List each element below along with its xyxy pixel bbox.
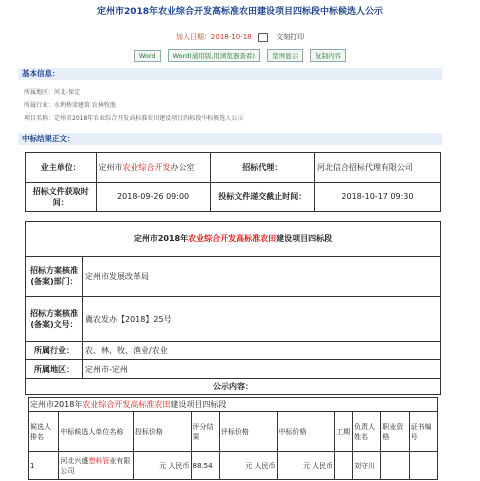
- agent-value: 河北信合招标代理有限公司: [314, 153, 440, 183]
- header-qualification: 职业资格: [381, 412, 409, 452]
- owner-label: 业主单位：: [26, 153, 97, 183]
- cell-qualification: [381, 452, 409, 480]
- publicity-label: 公示内容：: [26, 378, 441, 394]
- cell-win-price: 元 人民币: [277, 452, 335, 480]
- header-person: 负责人姓名: [353, 412, 381, 452]
- get-time-label: 招标文件获取时间：: [26, 182, 97, 212]
- header-rank: 候选人排名: [29, 412, 59, 452]
- word-browser-button[interactable]: Word(通用版,用浏览器查看): [168, 49, 260, 62]
- meta-bar: [0, 32, 480, 42]
- wide-display-button[interactable]: 宽屏显示: [267, 49, 303, 62]
- body-heading: 中标结果正文：: [18, 133, 442, 145]
- page-title: 定州市2018年农业综合开发高标准农田建设项目四标段中标候选人公示: [96, 7, 384, 17]
- region-label: 所属地区：: [26, 360, 83, 378]
- project-title: 定州市2018年农业综合开发高标准农田建设项目四标段: [26, 222, 441, 257]
- industry-value: 农、林、牧、渔业/农业: [83, 342, 441, 360]
- copy-content-button[interactable]: 复制内容: [310, 49, 346, 62]
- cell-company: 河北兴盛塑料管业有限公司: [59, 452, 133, 480]
- header-bid-price: 投标价格: [133, 412, 191, 452]
- agent-label: 招标代理：: [210, 153, 314, 183]
- header-certificate: 证书编号: [409, 412, 437, 452]
- cell-eval-price: 元 人民币: [219, 452, 277, 480]
- header-eval-price: 评标价格: [219, 412, 277, 452]
- summary-table: [25, 152, 441, 212]
- button-bar: [0, 43, 480, 62]
- approval-doc-label: 招标方案核准(备案)文号：: [26, 297, 83, 342]
- approval-doc-value: 冀农发办【2018】25号: [83, 297, 441, 342]
- table-row: [29, 452, 438, 480]
- cell-rank: 1: [29, 452, 59, 480]
- printer-icon[interactable]: [258, 33, 268, 42]
- region-value: 定州市-定州: [83, 360, 441, 378]
- header-company: 中标候选人单位名称: [59, 412, 133, 452]
- project-info: 项目名称：定州市2018年农业综合开发高标准农田建设项目四标段中标候选人公示: [24, 115, 244, 122]
- due-time-label: 投标文件递交截止时间：: [210, 182, 314, 212]
- header-win-price: 中标价格: [277, 412, 335, 452]
- header-period: 工期: [335, 412, 353, 452]
- industry-info: 所属行业：水利桥梁建筑 农林牧渔: [24, 102, 116, 109]
- cell-person: 刘守川: [353, 452, 381, 480]
- word-button[interactable]: Word: [134, 50, 161, 62]
- project-table: [25, 221, 441, 395]
- cell-bid-price: 元 人民币: [133, 452, 191, 480]
- get-time-value: 2018-09-26 09:00: [96, 182, 210, 212]
- region-info: 所属地区：河北-保定: [24, 89, 81, 96]
- header-score: 评分结果: [191, 412, 219, 452]
- owner-value: 定州市农业综合开发办公室: [96, 153, 210, 183]
- candidate-table: [28, 397, 438, 480]
- due-time-value: 2018-10-17 09:30: [314, 182, 440, 212]
- date-label: 加入日期：2018-10-18: [175, 33, 252, 41]
- industry-label: 所属行业：: [26, 342, 83, 360]
- print-link[interactable]: 文刻打印: [276, 33, 305, 41]
- cell-period: [335, 452, 353, 480]
- cell-certificate: [409, 452, 437, 480]
- cell-score: 88.54: [191, 452, 219, 480]
- approval-dept-label: 招标方案核准(备案)部门：: [26, 256, 83, 297]
- approval-dept-value: 定州市发展改革局: [83, 256, 441, 297]
- basic-info-heading: 基本信息：: [18, 68, 442, 80]
- candidate-caption: 定州市2018年农业综合开发高标准农田建设项目四标段: [29, 398, 438, 412]
